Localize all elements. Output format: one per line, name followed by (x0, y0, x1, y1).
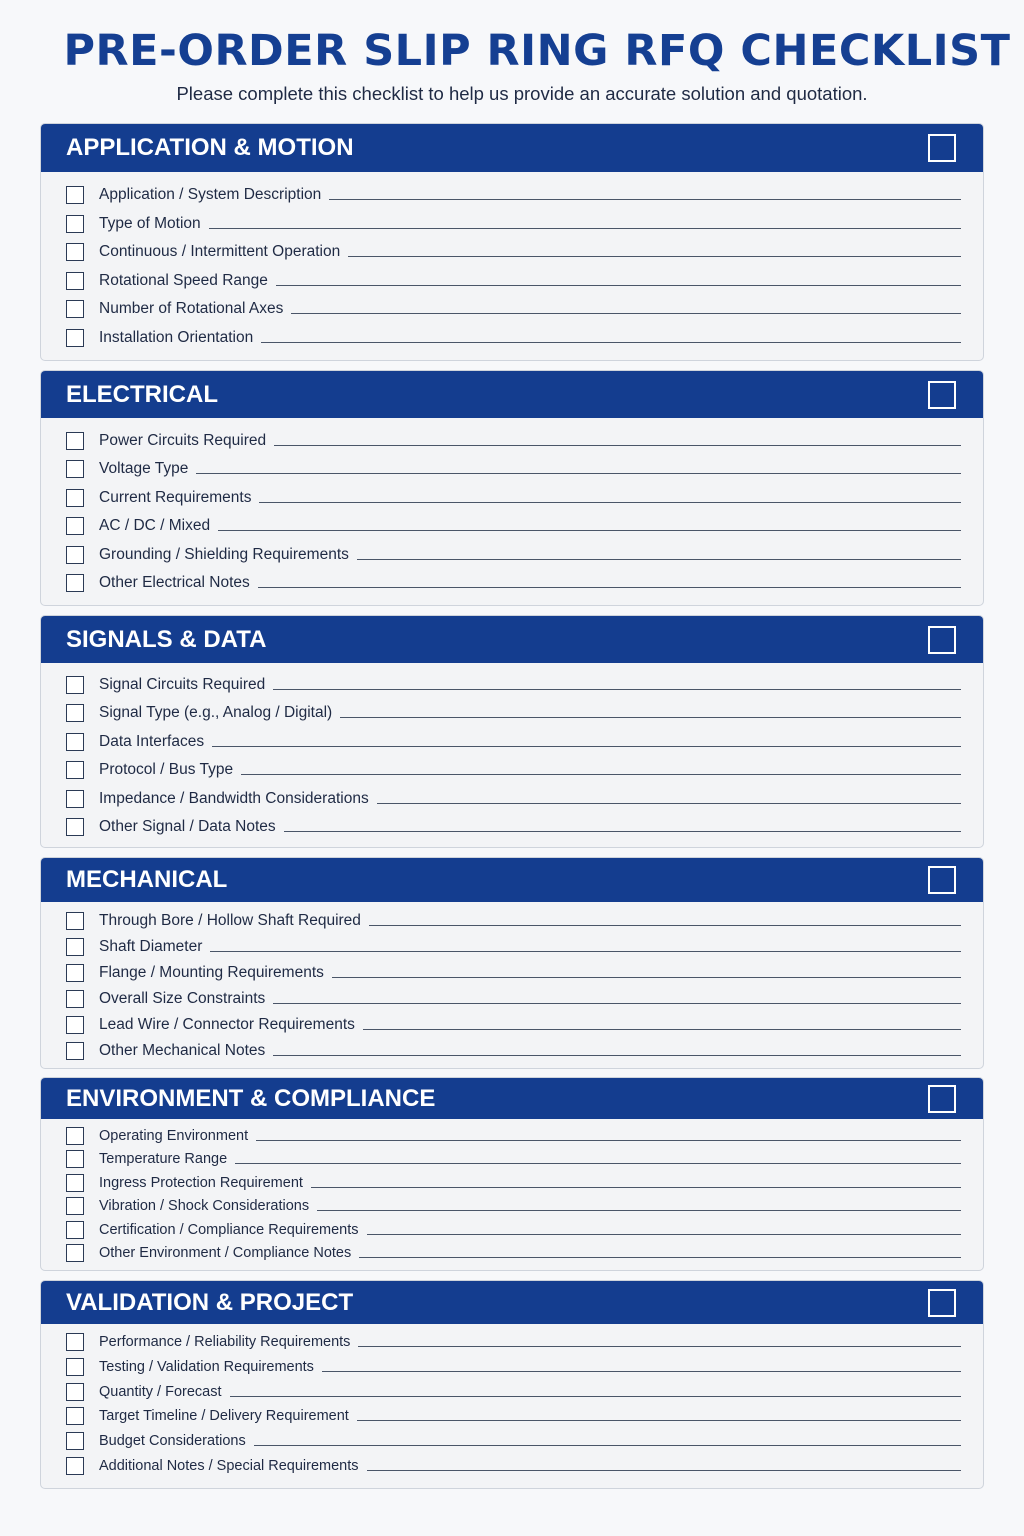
item-checkbox[interactable] (66, 990, 84, 1008)
item-label: Testing / Validation Requirements (99, 1358, 314, 1375)
item-label: Other Environment / Compliance Notes (99, 1245, 352, 1261)
item-checkbox[interactable] (66, 790, 84, 808)
item-checkbox[interactable] (66, 517, 84, 535)
section-title: ENVIRONMENT & COMPLIANCE (66, 1084, 436, 1112)
item-checkbox[interactable] (66, 761, 84, 779)
checklist-item (41, 910, 984, 932)
item-checkbox[interactable] (66, 432, 84, 450)
item-checkbox[interactable] (66, 574, 84, 592)
item-label: Other Mechanical Notes (99, 1042, 266, 1059)
item-answer-line[interactable] (259, 502, 961, 503)
section-checkbox[interactable] (928, 1085, 956, 1113)
item-label: Additional Notes / Special Requirements (99, 1458, 359, 1474)
item-answer-line[interactable] (235, 1163, 961, 1164)
checklist-item (41, 1172, 984, 1194)
checklist-item (41, 816, 984, 838)
item-checkbox[interactable] (66, 460, 84, 478)
checklist-item (41, 731, 984, 753)
checklist-item (41, 1455, 984, 1477)
checklist-item (41, 1148, 984, 1170)
item-answer-line[interactable] (377, 803, 961, 804)
item-checkbox[interactable] (66, 818, 84, 836)
item-checkbox[interactable] (66, 1127, 84, 1145)
section-checkbox[interactable] (928, 381, 956, 409)
item-label: Rotational Speed Range (99, 271, 268, 289)
item-checkbox[interactable] (66, 938, 84, 956)
item-answer-line[interactable] (230, 1396, 962, 1397)
section-title: VALIDATION & PROJECT (66, 1288, 354, 1316)
page-subtitle: Please complete this checklist to help us provide an accurate solution and quotation. (176, 83, 868, 104)
item-answer-line[interactable] (359, 1257, 961, 1258)
item-answer-line[interactable] (212, 746, 961, 747)
item-checkbox[interactable] (66, 733, 84, 751)
item-answer-line[interactable] (357, 1420, 961, 1421)
item-answer-line[interactable] (210, 951, 961, 952)
section-header (41, 1281, 983, 1324)
item-checkbox[interactable] (66, 1358, 84, 1376)
checklist-item (41, 184, 984, 206)
item-checkbox[interactable] (66, 676, 84, 694)
item-label: Impedance / Bandwidth Considerations (99, 789, 369, 807)
item-label: Overall Size Constraints (99, 990, 266, 1007)
section-header (41, 858, 983, 902)
item-label: Budget Considerations (99, 1433, 246, 1450)
item-answer-line[interactable] (317, 1210, 961, 1211)
item-label: Signal Type (e.g., Analog / Digital) (99, 704, 333, 722)
item-answer-line[interactable] (357, 559, 961, 560)
item-checkbox[interactable] (66, 272, 84, 290)
item-label: Operating Environment (99, 1128, 249, 1144)
checklist-item (41, 1125, 984, 1147)
section-header (41, 616, 983, 663)
item-checkbox[interactable] (66, 546, 84, 564)
checklist-item (41, 1040, 984, 1062)
item-answer-line[interactable] (322, 1371, 961, 1372)
section-title: APPLICATION & MOTION (66, 134, 354, 161)
checklist-item (41, 1219, 984, 1241)
item-label: Ingress Protection Requirement (99, 1174, 303, 1191)
item-label: Current Requirements (99, 488, 252, 506)
item-answer-line[interactable] (254, 1445, 961, 1446)
item-checkbox[interactable] (66, 1244, 84, 1262)
item-label: Through Bore / Hollow Shaft Required (99, 912, 361, 929)
item-checkbox[interactable] (66, 329, 84, 347)
item-checkbox[interactable] (66, 1042, 84, 1060)
item-answer-line[interactable] (369, 925, 961, 926)
section-mechanical (40, 857, 984, 1069)
item-label: Continuous / Intermittent Operation (99, 243, 341, 261)
checklist-item (41, 327, 984, 349)
checklist-item (41, 458, 984, 480)
item-checkbox[interactable] (66, 1333, 84, 1351)
checklist-item (41, 487, 984, 509)
checklist-item (41, 1430, 984, 1452)
item-checkbox[interactable] (66, 704, 84, 722)
item-label: Temperature Range (99, 1151, 228, 1168)
item-checkbox[interactable] (66, 912, 84, 930)
checklist-item (41, 674, 984, 696)
checklist-item (41, 962, 984, 984)
checklist-item (41, 430, 984, 452)
checklist-item (41, 544, 984, 566)
checklist-item (41, 936, 984, 958)
item-answer-line[interactable] (367, 1234, 962, 1235)
checklist-item (41, 1405, 984, 1427)
checklist-item (41, 1381, 984, 1403)
item-answer-line[interactable] (273, 1055, 961, 1056)
section-header (41, 1078, 983, 1119)
item-label: Grounding / Shielding Requirements (99, 545, 349, 563)
item-answer-line[interactable] (218, 530, 961, 531)
item-label: Number of Rotational Axes (99, 300, 284, 318)
item-answer-line[interactable] (291, 313, 961, 314)
checklist-item (41, 1331, 984, 1353)
item-checkbox[interactable] (66, 964, 84, 982)
item-answer-line[interactable] (258, 587, 961, 588)
item-label: Flange / Mounting Requirements (99, 964, 324, 981)
checklist-item (41, 1242, 984, 1264)
section-title: SIGNALS & DATA (66, 625, 267, 653)
page-title: PRE-ORDER SLIP RING RFQ CHECKLIST (63, 26, 1011, 76)
checklist-item (41, 572, 984, 594)
item-answer-line[interactable] (273, 1003, 961, 1004)
section-checkbox[interactable] (928, 626, 956, 654)
item-label: Shaft Diameter (99, 938, 203, 955)
item-checkbox[interactable] (66, 1432, 84, 1450)
section-checkbox[interactable] (928, 134, 956, 162)
checklist-item (41, 759, 984, 781)
item-checkbox[interactable] (66, 186, 84, 204)
item-label: Quantity / Forecast (99, 1383, 222, 1400)
item-answer-line[interactable] (196, 473, 961, 474)
item-answer-line[interactable] (256, 1140, 961, 1141)
section-header (41, 371, 983, 418)
item-answer-line[interactable] (340, 717, 961, 718)
item-label: Data Interfaces (99, 732, 205, 750)
item-label: Voltage Type (99, 460, 189, 478)
item-checkbox[interactable] (66, 1150, 84, 1168)
section-signals-data (40, 615, 984, 848)
item-label: Vibration / Shock Considerations (99, 1198, 310, 1215)
item-label: Protocol / Bus Type (99, 761, 234, 779)
item-checkbox[interactable] (66, 243, 84, 261)
item-label: Target Timeline / Delivery Requirement (99, 1408, 349, 1425)
item-answer-line[interactable] (348, 256, 961, 257)
checklist-item (41, 1195, 984, 1217)
section-title: MECHANICAL (66, 866, 228, 893)
checklist-item (41, 988, 984, 1010)
item-checkbox[interactable] (66, 1016, 84, 1034)
item-answer-line[interactable] (332, 977, 961, 978)
item-label: Performance / Reliability Requirements (99, 1334, 351, 1350)
item-checkbox[interactable] (66, 300, 84, 318)
item-checkbox[interactable] (66, 1221, 84, 1239)
section-title: ELECTRICAL (66, 380, 218, 408)
item-checkbox[interactable] (66, 1383, 84, 1401)
item-answer-line[interactable] (209, 228, 961, 229)
checklist-item (41, 1356, 984, 1378)
item-checkbox[interactable] (66, 1197, 84, 1215)
checklist-item (41, 515, 984, 537)
checklist-item (41, 702, 984, 724)
item-answer-line[interactable] (241, 774, 961, 775)
checklist-item (41, 298, 984, 320)
section-checkbox[interactable] (928, 1289, 956, 1317)
item-answer-line[interactable] (367, 1470, 961, 1471)
item-label: Certification / Compliance Requirements (99, 1221, 359, 1238)
checklist-item (41, 213, 984, 235)
item-answer-line[interactable] (311, 1187, 961, 1188)
item-label: Lead Wire / Connector Requirements (99, 1016, 355, 1033)
section-header (41, 124, 983, 172)
item-label: AC / DC / Mixed (99, 517, 211, 535)
checklist-item (41, 1014, 984, 1036)
section-validation-project (40, 1280, 984, 1489)
section-environment-compliance (40, 1077, 984, 1271)
section-application-motion (40, 123, 984, 361)
item-answer-line[interactable] (284, 831, 961, 832)
item-checkbox[interactable] (66, 1407, 84, 1425)
item-answer-line[interactable] (363, 1029, 961, 1030)
item-checkbox[interactable] (66, 215, 84, 233)
checklist-item (41, 270, 984, 292)
item-answer-line[interactable] (274, 445, 961, 446)
checklist-item (41, 788, 984, 810)
item-label: Installation Orientation (99, 329, 254, 346)
item-answer-line[interactable] (273, 689, 961, 690)
item-label: Signal Circuits Required (99, 676, 266, 693)
item-label: Power Circuits Required (99, 432, 267, 449)
item-label: Application / System Description (99, 186, 322, 203)
item-label: Type of Motion (99, 214, 201, 232)
item-label: Other Electrical Notes (99, 574, 250, 591)
item-answer-line[interactable] (358, 1346, 961, 1347)
item-answer-line[interactable] (261, 342, 961, 343)
checklist-item (41, 241, 984, 263)
item-answer-line[interactable] (276, 285, 961, 286)
item-checkbox[interactable] (66, 489, 84, 507)
section-checkbox[interactable] (928, 866, 956, 894)
item-answer-line[interactable] (329, 199, 961, 200)
item-checkbox[interactable] (66, 1457, 84, 1475)
item-label: Other Signal / Data Notes (99, 818, 276, 835)
section-electrical (40, 370, 984, 606)
item-checkbox[interactable] (66, 1174, 84, 1192)
